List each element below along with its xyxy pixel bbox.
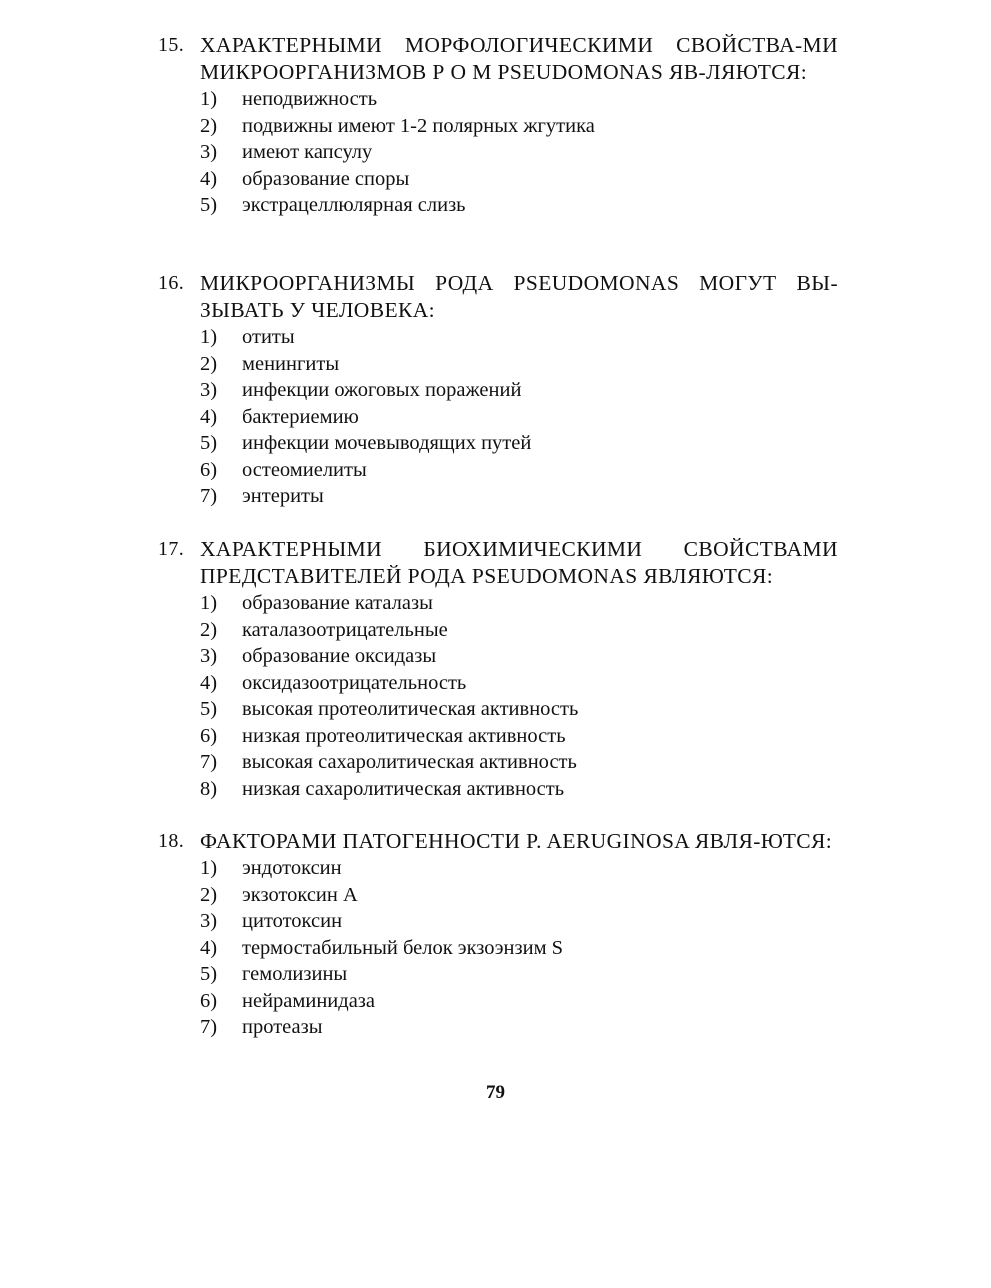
answer-option	[200, 377, 838, 404]
answer-option	[200, 617, 838, 644]
answer-option	[200, 483, 838, 510]
answer-option	[200, 457, 838, 484]
option-text: оксидазоотрицательность	[242, 671, 467, 694]
option-number: 5)	[200, 194, 218, 216]
answer-option	[200, 324, 838, 351]
question-header	[158, 32, 838, 86]
answer-option	[200, 935, 838, 962]
answer-option	[200, 908, 838, 935]
option-text: гемолизины	[242, 963, 348, 985]
option-text: подвижны имеют 1-2 полярных жгутика	[242, 114, 595, 137]
option-number: 5)	[200, 698, 218, 720]
question-number: 16.	[158, 272, 185, 294]
answer-options	[158, 324, 838, 510]
option-number: 6)	[200, 989, 218, 1012]
answer-option	[200, 643, 838, 670]
answer-option	[200, 166, 838, 193]
option-number: 6)	[200, 724, 218, 747]
answer-options	[158, 590, 838, 802]
option-text: низкая сахаролитическая активность	[242, 777, 565, 800]
page-number: 79	[486, 1082, 505, 1103]
option-text: эндотоксин	[242, 857, 342, 879]
option-text: нейраминидаза	[242, 989, 375, 1012]
option-text: каталазоотрицательные	[242, 618, 448, 641]
answer-option	[200, 961, 838, 988]
option-number: 1)	[200, 592, 218, 614]
answer-option	[200, 776, 838, 803]
question-header	[158, 270, 838, 324]
option-text: высокая сахаролитическая активность	[242, 751, 577, 773]
option-text: образование оксидазы	[242, 645, 437, 667]
option-number: 7)	[200, 751, 218, 773]
option-text: образование каталазы	[242, 592, 433, 614]
answer-option	[200, 404, 838, 431]
option-number: 6)	[200, 458, 218, 481]
question-16	[158, 270, 838, 510]
option-text: бактериемию	[242, 405, 359, 428]
option-text: высокая протеолитическая активность	[242, 698, 579, 720]
option-number: 5)	[200, 432, 218, 454]
question-header	[158, 536, 838, 590]
question-text: ХАРАКТЕРНЫМИ МОРФОЛОГИЧЕСКИМИ СВОЙСТВА-МИ МИКРООРГАНИЗМОВ Р О М PSEUDOMONAS ЯВ-ЛЯЮТСЯ:	[200, 33, 838, 84]
option-number: 3)	[200, 141, 218, 163]
question-17	[158, 536, 838, 802]
option-text: остеомиелиты	[242, 458, 367, 481]
option-number: 7)	[200, 1016, 218, 1038]
option-text: неподвижность	[242, 88, 378, 110]
option-number: 3)	[200, 910, 218, 932]
answer-option	[200, 1014, 838, 1041]
option-number: 2)	[200, 352, 218, 375]
option-text: инфекции ожоговых поражений	[242, 379, 522, 401]
option-number: 4)	[200, 671, 218, 694]
option-number: 5)	[200, 963, 218, 985]
answer-option	[200, 855, 838, 882]
option-number: 4)	[200, 405, 218, 428]
option-text: энтериты	[242, 485, 324, 507]
answer-option	[200, 882, 838, 909]
answer-option	[200, 749, 838, 776]
answer-option	[200, 988, 838, 1015]
answer-option	[200, 192, 838, 219]
option-text: инфекции мочевыводящих путей	[242, 432, 532, 454]
option-number: 8)	[200, 777, 218, 800]
option-number: 2)	[200, 883, 218, 906]
option-text: низкая протеолитическая активность	[242, 724, 566, 747]
answer-options	[158, 855, 838, 1041]
option-text: отиты	[242, 326, 295, 348]
answer-option	[200, 86, 838, 113]
option-text: экстрацеллюлярная слизь	[242, 194, 466, 216]
answer-option	[200, 670, 838, 697]
option-number: 1)	[200, 88, 218, 110]
option-text: менингиты	[242, 352, 340, 375]
option-number: 2)	[200, 114, 218, 137]
question-number: 15.	[158, 34, 185, 56]
option-number: 1)	[200, 857, 218, 879]
question-text: ФАКТОРАМИ ПАТОГЕННОСТИ P. AERUGINOSA ЯВЛЯ-ЮТСЯ:	[200, 829, 833, 853]
question-18	[158, 828, 838, 1041]
option-number: 4)	[200, 167, 218, 190]
question-text: ХАРАКТЕРНЫМИ БИОХИМИЧЕСКИМИ СВОЙСТВАМИ ПРЕДСТАВИТЕЛЕЙ РОДА PSEUDOMONAS ЯВЛЯЮТСЯ:	[200, 537, 838, 588]
option-text: экзотоксин А	[242, 883, 358, 906]
answer-option	[200, 696, 838, 723]
answer-option	[200, 590, 838, 617]
option-number: 3)	[200, 379, 218, 401]
option-number: 2)	[200, 618, 218, 641]
question-number: 18.	[158, 830, 185, 852]
answer-option	[200, 113, 838, 140]
option-number: 4)	[200, 936, 218, 959]
question-header	[158, 828, 838, 855]
option-text: протеазы	[242, 1016, 323, 1038]
option-number: 1)	[200, 326, 218, 348]
option-text: термостабильный белок экзоэнзим S	[242, 936, 564, 959]
answer-option	[200, 351, 838, 378]
option-text: образование споры	[242, 167, 410, 190]
question-number: 17.	[158, 538, 185, 560]
question-text: МИКРООРГАНИЗМЫ РОДА PSEUDOMONAS МОГУТ ВЫ-ЗЫВАТЬ У ЧЕЛОВЕКА:	[200, 271, 838, 322]
question-15	[158, 32, 838, 219]
answer-options	[158, 86, 838, 219]
option-number: 7)	[200, 485, 218, 507]
answer-option	[200, 430, 838, 457]
option-text: цитотоксин	[242, 910, 343, 932]
answer-option	[200, 139, 838, 166]
option-number: 3)	[200, 645, 218, 667]
answer-option	[200, 723, 838, 750]
option-text: имеют капсулу	[242, 141, 373, 163]
